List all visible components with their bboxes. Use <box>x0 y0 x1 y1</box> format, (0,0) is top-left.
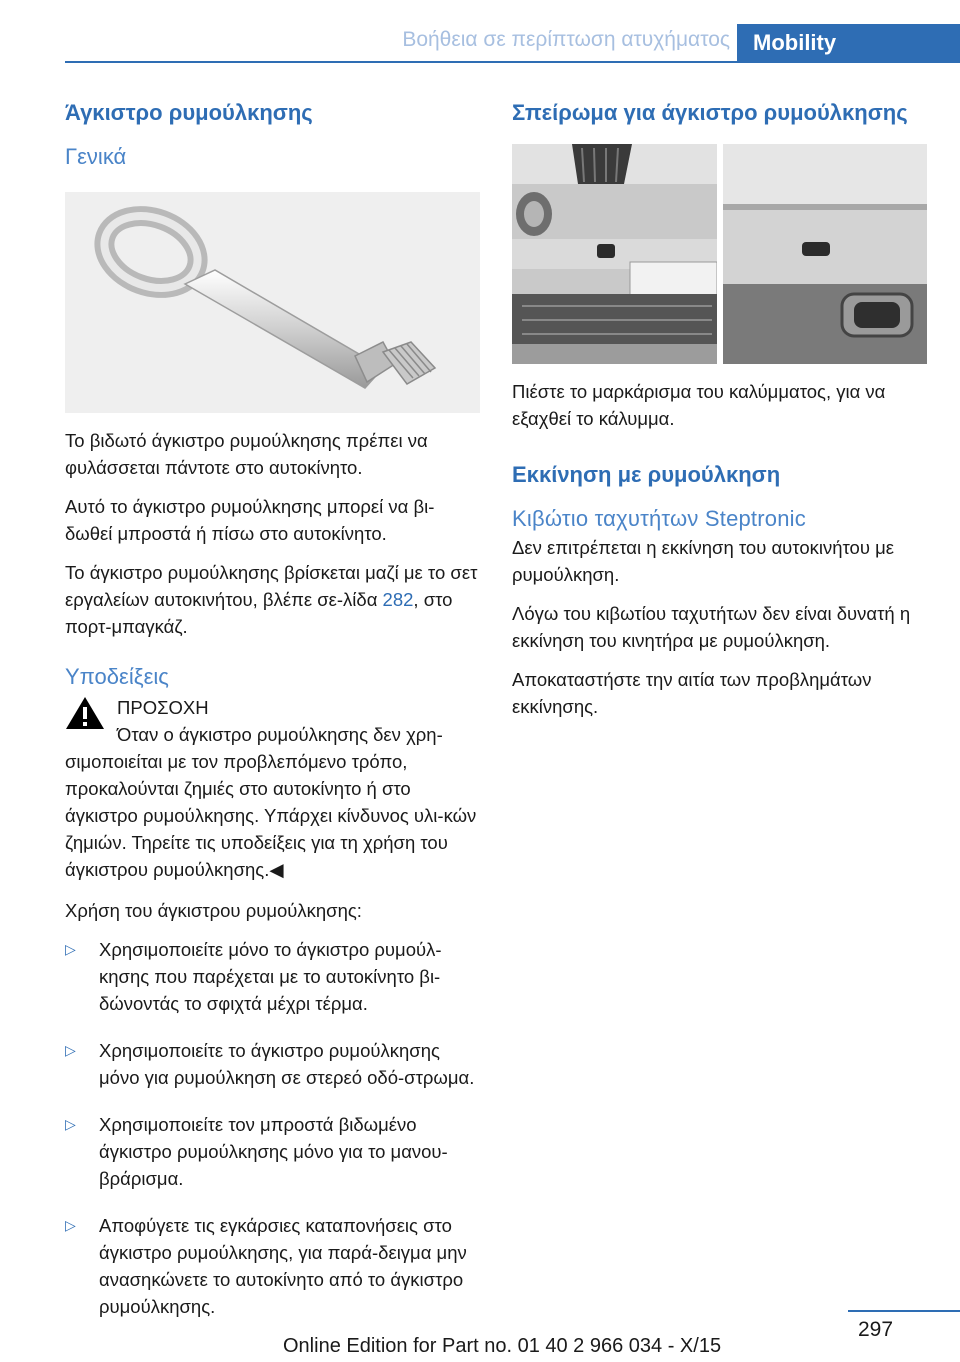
caution-box <box>65 694 480 883</box>
paragraph-storage: Το βιδωτό άγκιστρο ρυμούλκησης πρέπει να φυλάσσεται πάντοτε στο αυτοκίνητο. <box>65 430 428 478</box>
left-column <box>65 100 480 1340</box>
running-header-section: Βοήθεια σε περίπτωση ατυχήματος <box>402 28 730 51</box>
footer-rule <box>848 1310 960 1312</box>
notes-heading: Υποδείξεις <box>65 664 169 689</box>
gearbox-paragraph-1: Δεν επιτρέπεται η εκκίνηση του αυτοκινήτου με ρυμούλκηση. <box>512 537 895 585</box>
bullet-triangle-icon: ▷ <box>65 941 76 957</box>
section-title: Άγκιστρο ρυμούλκησης <box>65 100 313 125</box>
bumper-cover-photo <box>512 144 927 364</box>
edition-footer: Online Edition for Part no. 01 40 2 966 034 - X/15 <box>283 1335 722 1357</box>
location-text-start: Το άγκιστρο ρυμούλκησης βρίσκεται μαζί με το σετ εργαλείων αυτοκινήτου, βλέπε σε‐λίδα <box>65 562 478 610</box>
tow-start-heading: Εκκίνηση με ρυμούλκηση <box>512 462 781 487</box>
bumper-photos-drawing <box>512 144 927 364</box>
paragraph-location <box>65 559 480 640</box>
list-item <box>65 1111 480 1192</box>
list-item <box>65 936 480 1017</box>
page-reference-link[interactable]: 282 <box>382 589 414 610</box>
thread-instructions: Πιέστε το μαρκάρισμα του καλύμματος, για να εξαχθεί το κάλυμμα. <box>512 381 886 429</box>
warning-triangle-icon <box>65 696 105 730</box>
tow-hook-illustration <box>65 192 480 413</box>
list-item-text: Αποφύγετε τις εγκάρσιες καταπονήσεις στο άγκιστρο ρυμούλκησης, για παρά‐δειγμα μην ανασηκώνετε το αυτοκίνητο από το άγκιστρο ρυμούλκησης. <box>99 1215 467 1317</box>
general-heading: Γενικά <box>65 144 127 169</box>
bullet-triangle-icon: ▷ <box>65 1042 76 1058</box>
list-item-text: Χρησιμοποιείτε τον μπροστά βιδωμένο άγκιστρο ρυμούλκησης μόνο για το μανου‐βράρισμα. <box>99 1114 448 1189</box>
caution-text <box>65 721 480 883</box>
list-item-text: Χρησιμοποιείτε το άγκιστρο ρυμούλκησης μόνο για ρυμούλκηση σε στερεό οδό‐στρωμα. <box>99 1040 475 1088</box>
caution-text-rest: σιμοποιείται με τον προβλεπόμενο τρόπο, προκαλούνται ζημιές στο αυτοκίνητο ή στο άγκιστρο ρυμούλκησης. Υπάρχει κίνδυνος υλι‐κών ζημιών. Τηρείτε τις υποδείξεις για τη χρήση του άγκιστρου ρυμούλκησης.◀ <box>65 751 477 880</box>
page-number: 297 <box>858 1318 894 1341</box>
usage-list <box>65 936 480 1320</box>
list-item-text: Χρησιμοποιείτε μόνο το άγκιστρο ρυμούλ‐κησης που παρέχεται με το αυτοκίνητο βι‐δώνοντάς το σφιχτά μέχρι τέρμα. <box>99 939 442 1014</box>
gearbox-paragraph-2: Λόγω του κιβωτίου ταχυτήτων δεν είναι δυνατή η εκκίνηση του κινητήρα με ρυμούλκηση. <box>512 603 911 651</box>
location-text-end: , στο πορτ-μπαγκάζ. <box>65 589 453 637</box>
bullet-triangle-icon: ▷ <box>65 1217 76 1233</box>
list-item <box>65 1037 480 1091</box>
right-column <box>512 100 932 732</box>
caution-text-line1: Όταν ο άγκιστρο ρυμούλκησης δεν χρη‐ <box>117 724 443 745</box>
tow-hook-drawing <box>65 192 480 413</box>
bullet-triangle-icon: ▷ <box>65 1116 76 1132</box>
usage-intro: Χρήση του άγκιστρου ρυμούλκησης: <box>65 900 362 921</box>
header-rule <box>65 61 960 63</box>
paragraph-mounting: Αυτό το άγκιστρο ρυμούλκησης μπορεί να βι‐δωθεί μπροστά ή πίσω στο αυτοκίνητο. <box>65 496 435 544</box>
gearbox-heading: Κιβώτιο ταχυτήτων Steptronic <box>512 506 806 531</box>
list-item <box>65 1212 480 1320</box>
chapter-tab: Mobility <box>737 24 960 63</box>
caution-title: ΠΡΟΣΟΧΗ <box>117 697 209 718</box>
thread-heading: Σπείρωμα για άγκιστρο ρυμούλκησης <box>512 100 908 125</box>
gearbox-paragraph-3: Αποκαταστήστε την αιτία των προβλημάτων εκκίνησης. <box>512 669 872 717</box>
